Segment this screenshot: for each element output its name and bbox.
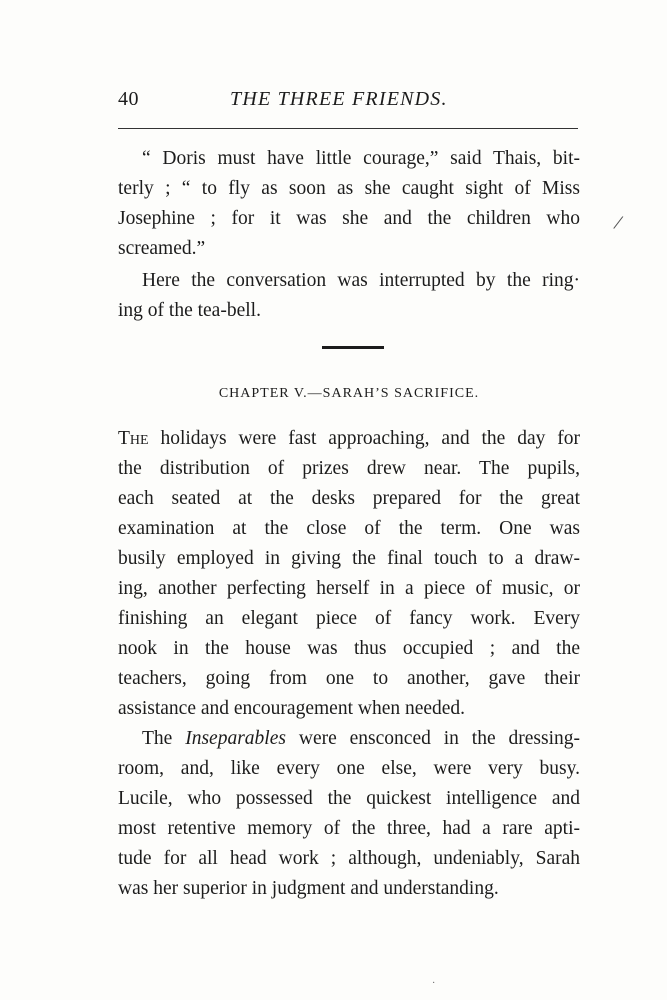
text-fragment: holidays were fast approaching, and the day for [148,428,580,449]
text-line: the distribution of prizes drew near. The pupils, [118,458,580,479]
margin-mark: / [613,211,623,235]
text-line: “ Doris must have little courage,” said Thais, bit- [142,148,580,169]
chapter-heading: CHAPTER V.—SARAH’S SACRIFICE. [218,386,480,401]
text-line: teachers, going from one to another, gave their [118,668,580,689]
running-title: THE THREE FRIENDS. [230,88,448,110]
paragraph-doris [118,144,580,264]
page-number: 40 [118,88,139,110]
ink-speck: · [432,978,436,989]
text-line: terly ; “ to fly as soon as she caught sight of Miss [118,178,580,199]
text-line: room, and, like every one else, were very busy. [118,758,580,779]
text-line: screamed.” [118,238,206,259]
header-rule [118,128,578,129]
text-fragment: were ensconced in the dressing- [285,728,580,749]
text-line: busily employed in giving the final touch to a draw- [118,548,580,569]
text-line: tude for all head work ; although, undeniably, Sarah [118,848,580,869]
paragraph-tea-bell [118,266,580,326]
text-line: Lucile, who possessed the quickest intelligence and [118,788,580,809]
text-line: most retentive memory of the three, had a rare apti- [118,818,580,839]
lead-word: The [118,428,149,449]
text-line: finishing an elegant piece of fancy work. Every [118,608,580,629]
paragraph-inseparables [118,724,580,904]
text-line: Josephine ; for it was she and the children who [118,208,580,229]
text-line: was her superior in judgment and understanding. [118,878,499,899]
text-fragment: The [142,728,186,749]
text-line: assistance and encouragement when needed. [118,698,466,719]
italic-term: Inseparables [185,728,286,749]
text-line: ing of the tea-bell. [118,300,261,321]
text-line: examination at the close of the term. One was [118,518,580,539]
text-line: Here the conversation was interrupted by the ring· [142,270,580,291]
text-line [118,724,580,754]
paragraph-holidays [118,424,580,724]
section-separator [322,346,384,349]
text-line: ing, another perfecting herself in a piece of music, or [118,578,580,599]
page-header [118,88,580,118]
text-line: nook in the house was thus occupied ; and the [118,638,580,659]
text-line [118,424,580,454]
text-line: each seated at the desks prepared for the great [118,488,580,509]
